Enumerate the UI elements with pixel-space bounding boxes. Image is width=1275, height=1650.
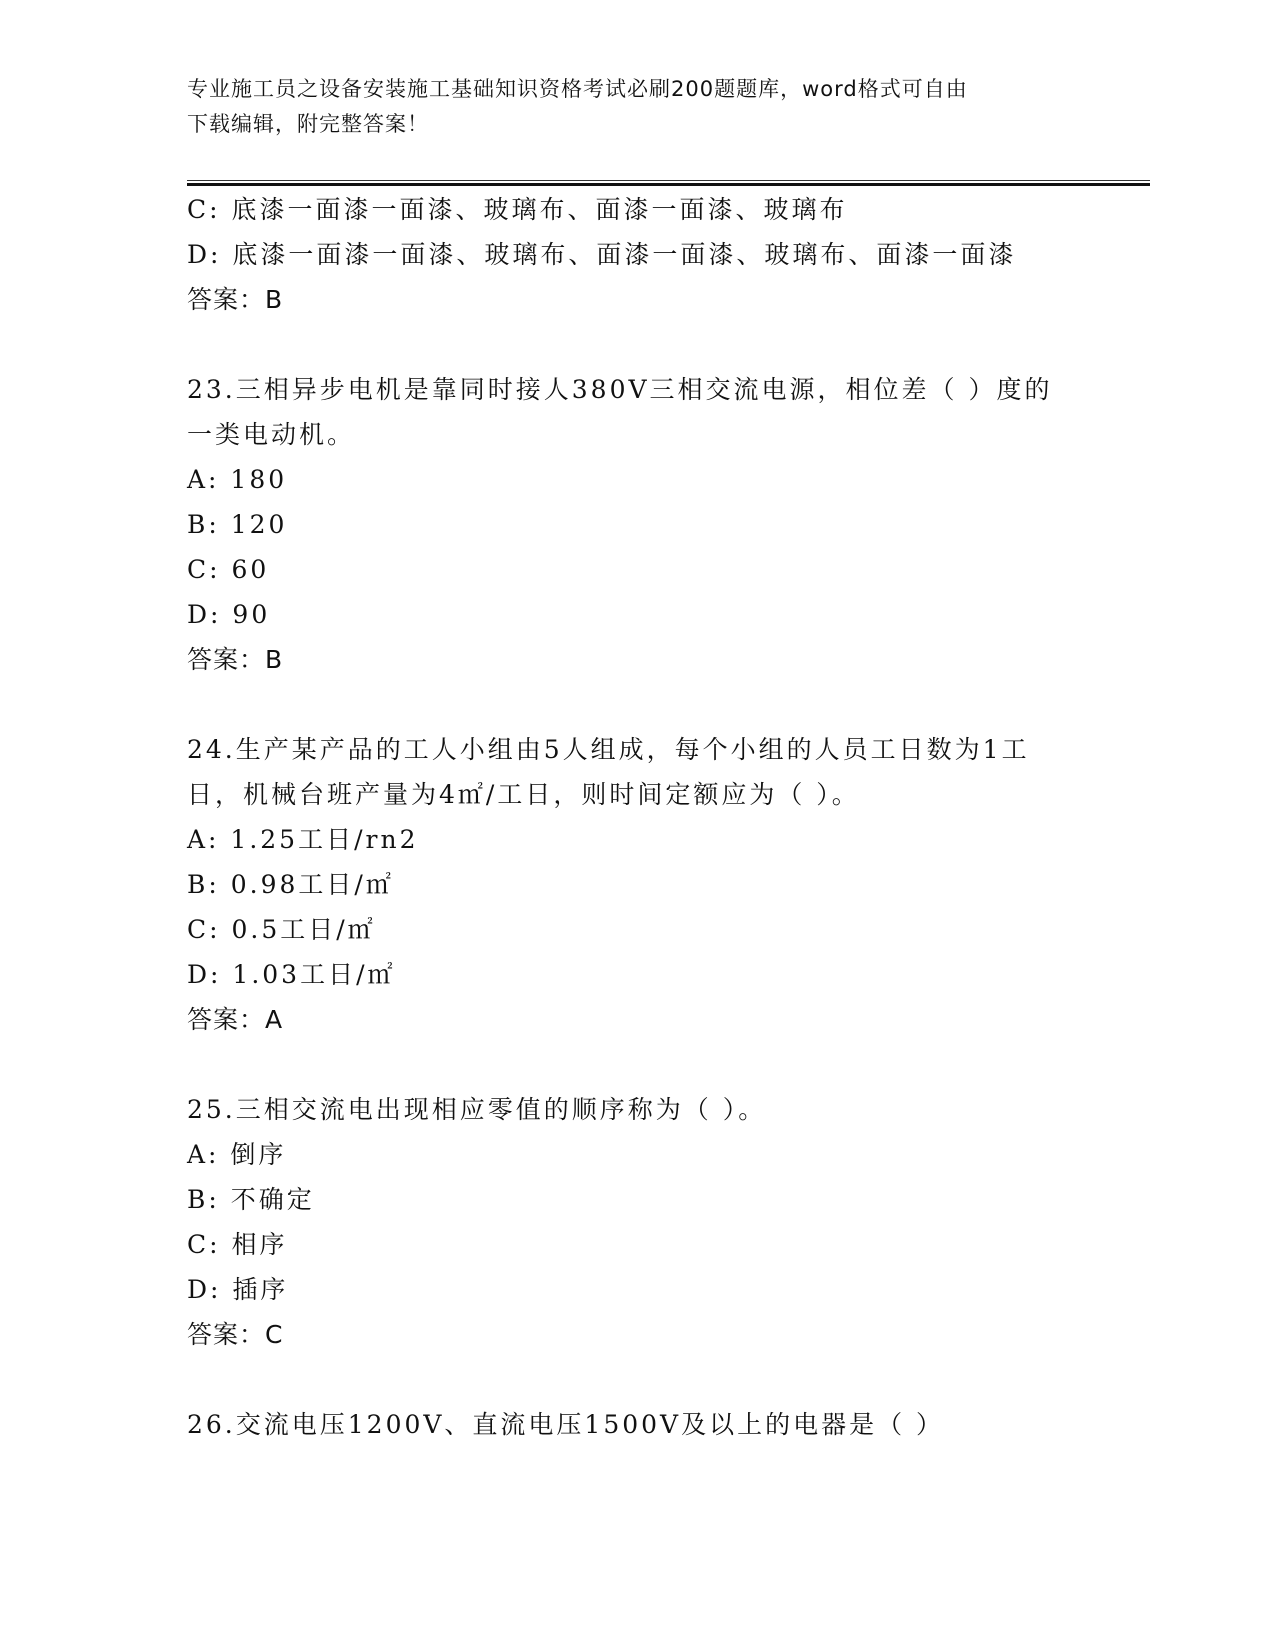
q23-stem-line-2: 一类电动机。 bbox=[187, 420, 356, 449]
q22-option-c: C: 底漆一面漆一面漆、玻璃布、面漆一面漆、玻璃布 bbox=[187, 195, 848, 224]
q25-answer: 答案：C bbox=[187, 1320, 284, 1349]
q22-option-d: D: 底漆一面漆一面漆、玻璃布、面漆一面漆、玻璃布、面漆一面漆 bbox=[187, 240, 1017, 269]
q24-stem-line-2: 日，机械台班产量为4㎡/工日，则时间定额应为（ ）。 bbox=[187, 780, 860, 809]
q24-answer: 答案：A bbox=[187, 1005, 284, 1034]
q24-stem-line-1: 24.生产某产品的工人小组由5人组成，每个小组的人员工日数为1工 bbox=[187, 735, 1030, 764]
q25-option-b: B: 不确定 bbox=[187, 1185, 315, 1214]
q25-option-a: A: 倒序 bbox=[187, 1140, 287, 1169]
q23-option-d: D: 90 bbox=[187, 600, 271, 629]
q23-stem-line-1: 23.三相异步电机是靠同时接人380V三相交流电源，相位差（ ）度的 bbox=[187, 375, 1053, 404]
header-line-2: 下载编辑，附完整答案！ bbox=[187, 112, 429, 136]
header-line-1: 专业施工员之设备安装施工基础知识资格考试必刷200题题库，word格式可自由 bbox=[187, 77, 968, 101]
q24-option-c: C: 0.5工日/㎡ bbox=[187, 915, 376, 944]
header-divider-thin bbox=[187, 180, 1150, 181]
q25-option-d: D: 插序 bbox=[187, 1275, 289, 1304]
q23-option-c: C: 60 bbox=[187, 555, 270, 584]
header-divider-thick bbox=[187, 183, 1150, 186]
document-header bbox=[187, 72, 1067, 142]
q25-stem-line-1: 25.三相交流电出现相应零值的顺序称为（ ）。 bbox=[187, 1095, 767, 1124]
q24-option-a: A: 1.25工日/rn2 bbox=[187, 825, 419, 854]
q26-stem-line-1: 26.交流电压1200V、直流电压1500V及以上的电器是（ ） bbox=[187, 1410, 945, 1439]
q24-option-b: B: 0.98工日/㎡ bbox=[187, 870, 394, 899]
q23-option-b: B: 120 bbox=[187, 510, 288, 539]
q22-answer: 答案：B bbox=[187, 285, 284, 314]
q23-option-a: A: 180 bbox=[187, 465, 288, 494]
q24-option-d: D: 1.03工日/㎡ bbox=[187, 960, 396, 989]
q25-option-c: C: 相序 bbox=[187, 1230, 288, 1259]
q23-answer: 答案：B bbox=[187, 645, 284, 674]
